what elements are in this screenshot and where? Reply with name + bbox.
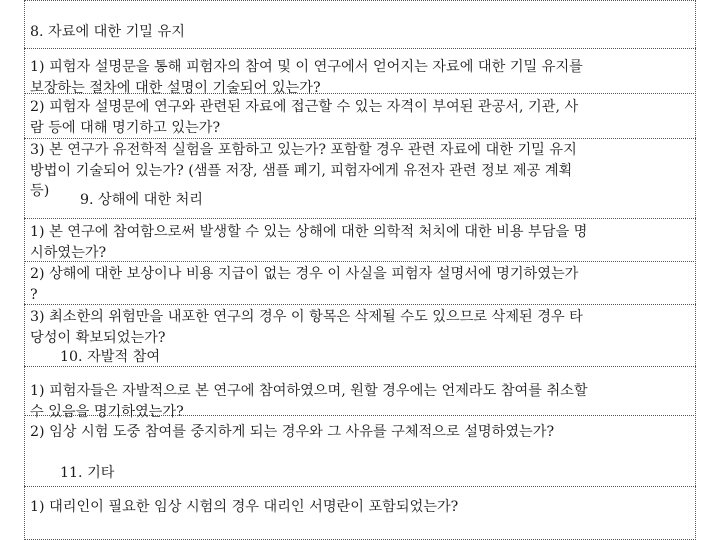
item-line: 2) 상해에 대한 보상이나 비용 지급이 없는 경우 이 사실을 피험자 설명서에 명기하였는가 — [30, 266, 579, 282]
item-line: 1) 대리인이 필요한 임상 시험의 경우 대리인 서명란이 포함되었는가? — [30, 499, 459, 515]
item-line: 수 있음을 명기하였는가? — [30, 403, 184, 420]
table-right-border — [695, 0, 696, 540]
item-line: 3) 최소한의 위험만을 내포한 연구의 경우 이 항목은 삭제될 수도 있으므로 삭제된 경우 타 — [30, 309, 583, 325]
row-divider — [24, 218, 696, 219]
row-divider — [24, 138, 696, 139]
item-line: 1) 피험자들은 자발적으로 본 연구에 참여하였으며, 원할 경우에는 언제라도 참여를 취소할 — [30, 383, 588, 399]
table-left-border — [24, 0, 25, 540]
section-9-item-2 — [30, 264, 682, 305]
item-line: ? — [30, 286, 38, 303]
item-line: 2) 임상 시험 도중 참여를 중지하게 되는 경우와 그 사유를 구체적으로 설명하였는가? — [30, 424, 555, 440]
section-11-item-1 — [30, 497, 682, 518]
section-8-item-1 — [30, 57, 682, 98]
section-11-title: 11. 기타 — [60, 465, 115, 481]
row-divider — [24, 0, 696, 1]
section-9-title: 9. 상해에 대한 처리 — [80, 192, 204, 208]
item-line: 2) 피험자 설명문에 연구와 관련된 자료에 접근할 수 있는 자격이 부여된 관공서, 기관, 사 — [30, 99, 579, 115]
checklist-document — [24, 0, 696, 540]
section-10-item-1 — [30, 381, 682, 422]
section-8-item-2 — [30, 97, 682, 138]
row-divider — [24, 486, 696, 487]
row-divider — [24, 48, 696, 49]
section-9-item-3 — [30, 307, 682, 348]
item-line: 방법이 기술되어 있는가? (샘플 저장, 샘플 폐기, 피험자에게 유전자 관련 정보 제공 계획 — [30, 162, 573, 179]
item-line: 1) 본 연구에 참여함으로써 발생할 수 있는 상해에 대한 의학적 처치에 대한 비용 부담을 명 — [30, 224, 588, 240]
item-line: 3) 본 연구가 유전학적 실험을 포함하고 있는가? 포함할 경우 관련 자료에 대한 기밀 유지 — [30, 142, 577, 158]
item-line: 시하였는가? — [30, 244, 107, 261]
item-line: 1) 피험자 설명문을 통해 피험자의 참여 및 이 연구에서 얻어지는 자료에 대한 기밀 유지를 — [30, 59, 583, 75]
item-line: 람 등에 대해 명기하고 있는가? — [30, 119, 221, 136]
item-line: 당성이 확보되었는가? — [30, 329, 166, 346]
section-9-item-1 — [30, 222, 682, 263]
item-line: 등) — [30, 183, 50, 199]
section-8-title: 8. 자료에 대한 기밀 유지 — [30, 24, 185, 40]
item-line: 보장하는 절차에 대한 설명이 기술되어 있는가? — [30, 79, 321, 96]
section-10-title: 10. 자발적 참여 — [60, 349, 161, 365]
section-10-item-2 — [30, 422, 682, 443]
